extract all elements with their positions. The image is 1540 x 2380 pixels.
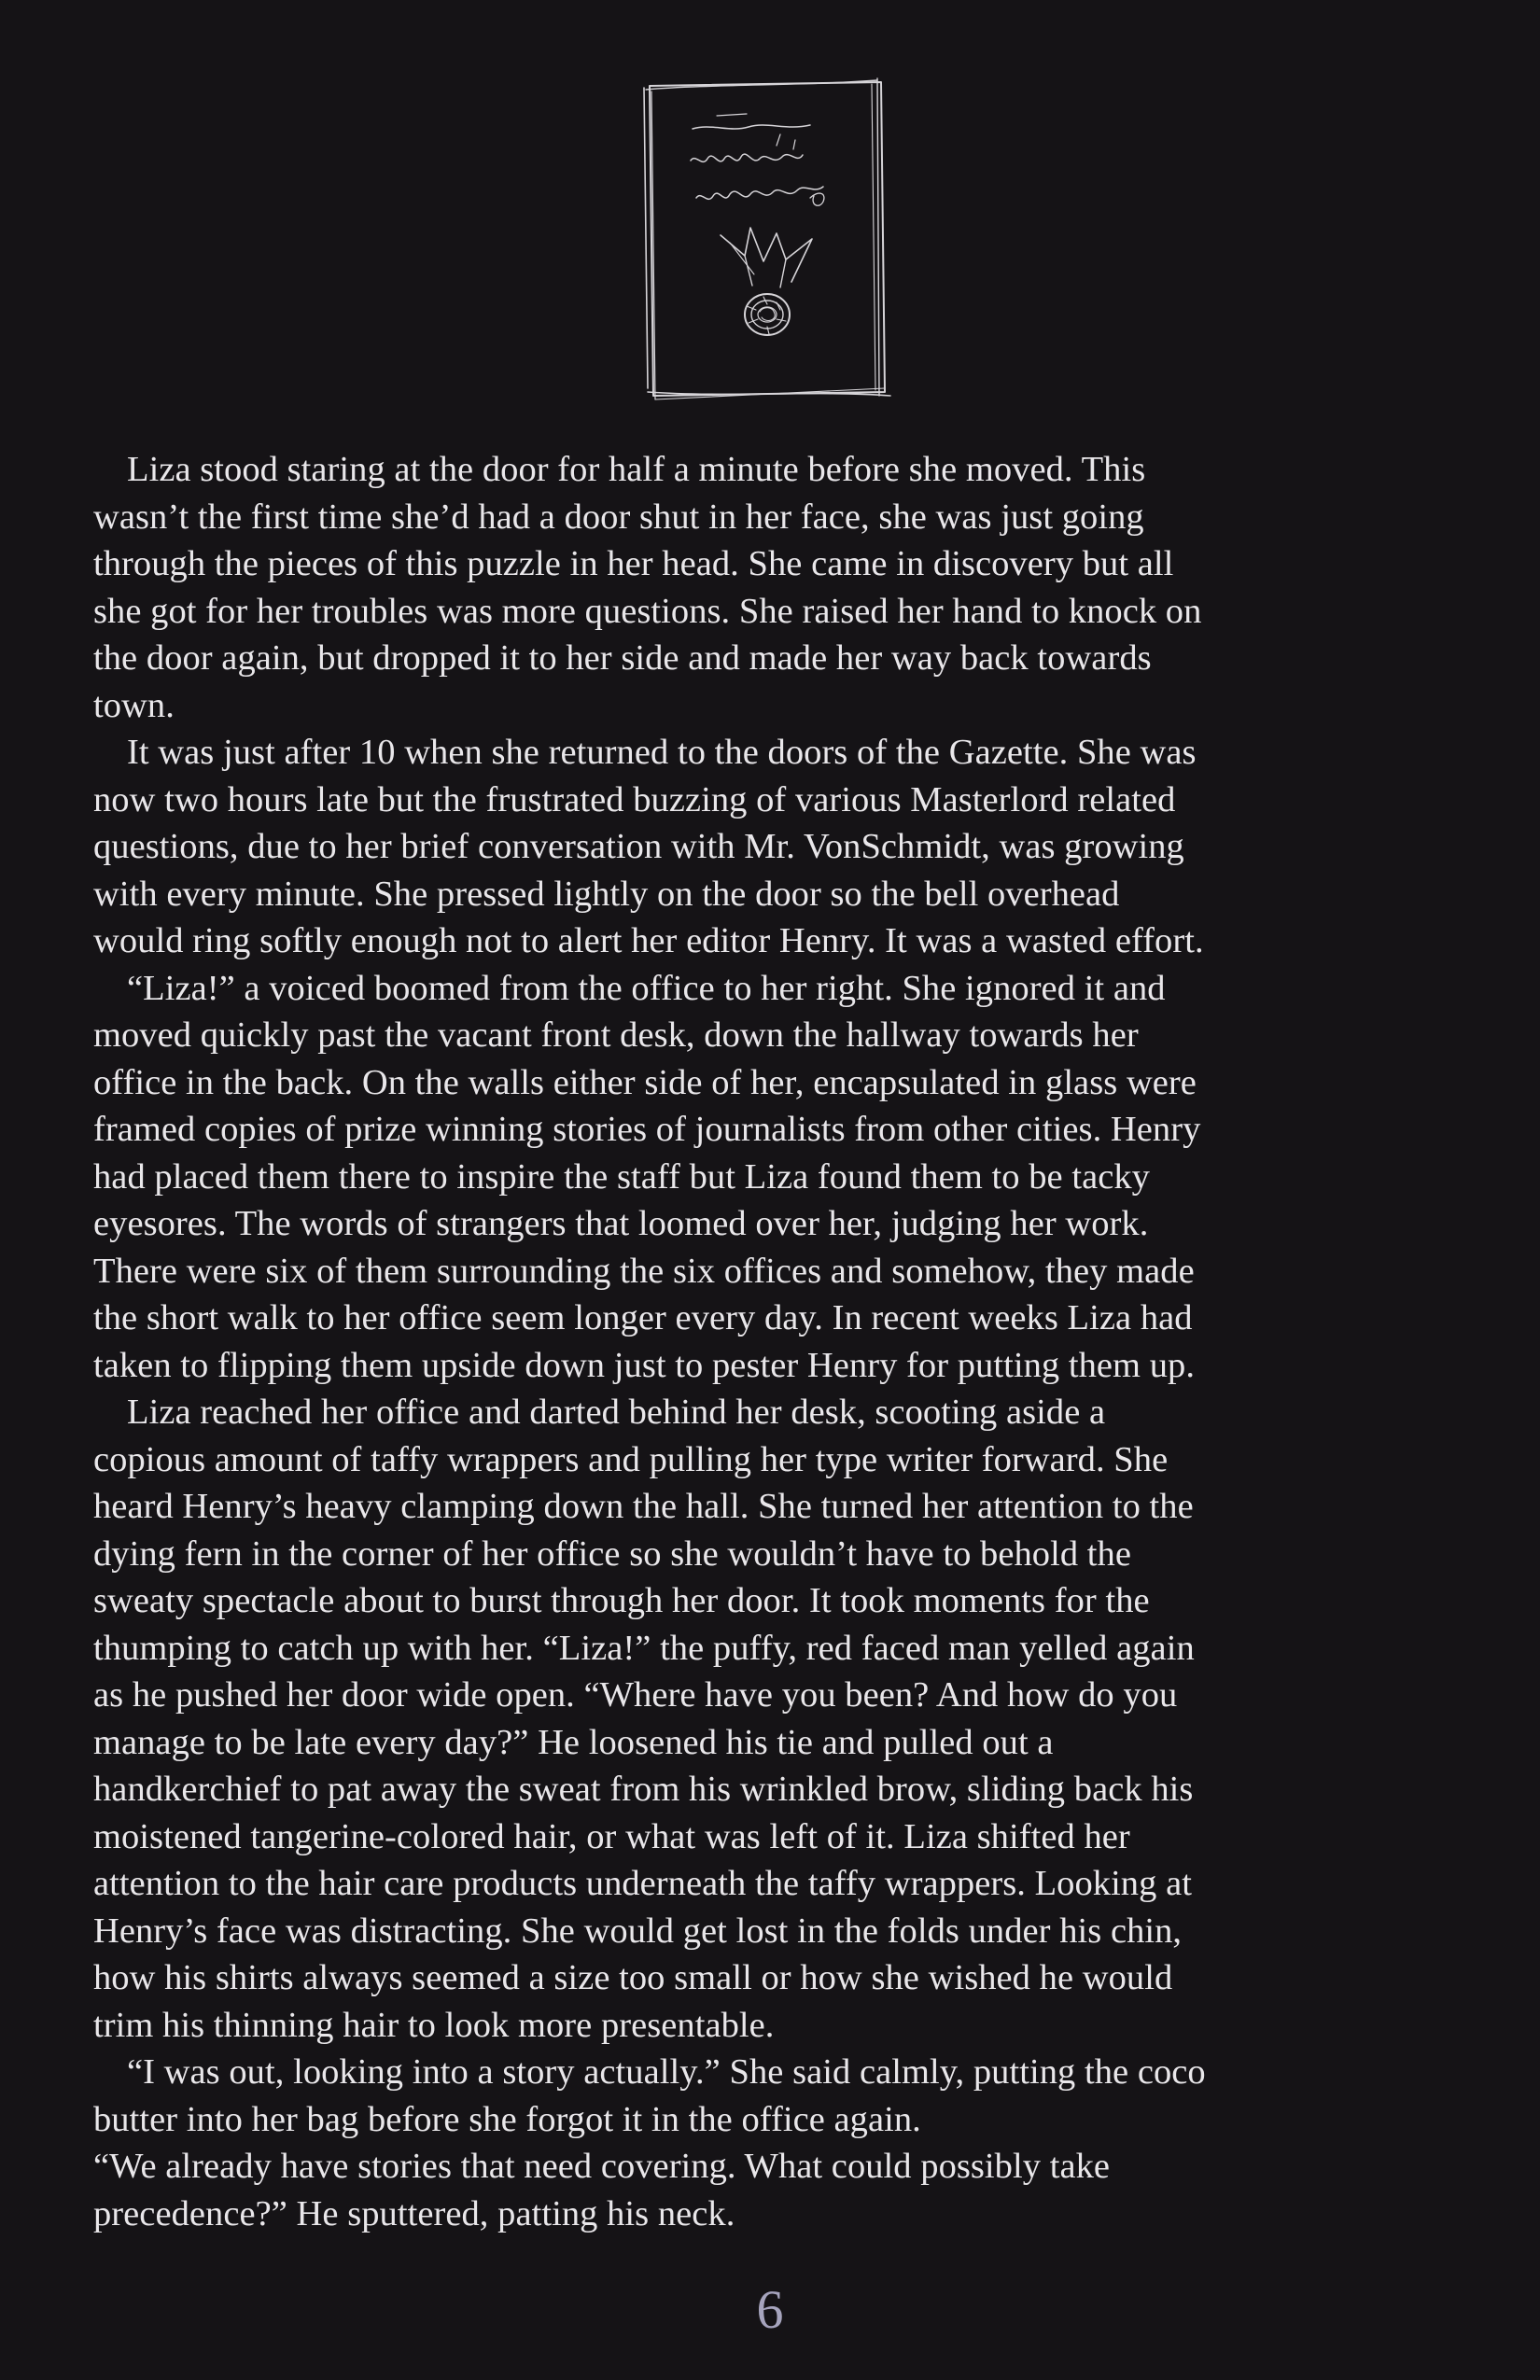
text-line: moved quickly past the vacant front desk, down the hallway towards her — [93, 1015, 1139, 1055]
text-line: heard Henry’s heavy clamping down the hall. She turned her attention to the — [93, 1487, 1194, 1526]
paragraph — [93, 2143, 1447, 2237]
paragraph — [93, 2049, 1447, 2143]
text-line: sweaty spectacle about to burst through her door. It took moments for the — [93, 1581, 1150, 1620]
text-line: had placed them there to inspire the staff but Liza found them to be tacky — [93, 1156, 1150, 1197]
text-line: “Liza!” a voiced boomed from the office to her right. She ignored it and — [127, 968, 1166, 1008]
text-line: would ring softly enough not to alert her editor Henry. It was a wasted effort. — [93, 921, 1204, 960]
text-line: Liza stood staring at the door for half a minute before she moved. This — [127, 450, 1146, 489]
text-line: Liza reached her office and darted behind her desk, scooting aside a — [127, 1393, 1106, 1432]
text-line: handkerchief to pat away the sweat from his wrinkled brow, sliding back his — [93, 1770, 1194, 1809]
text-line: thumping to catch up with her. “Liza!” the puffy, red faced man yelled again — [93, 1628, 1195, 1668]
text-line: It was just after 10 when she returned to the doors of the Gazette. She was — [127, 733, 1197, 772]
text-line: with every minute. She pressed lightly on the door so the bell overhead — [93, 874, 1120, 914]
text-line: butter into her bag before she forgot it in the office again. — [93, 2099, 921, 2139]
paragraph — [93, 1389, 1447, 2049]
text-line: precedence?” He sputtered, patting his neck. — [93, 2193, 735, 2233]
page-number: 6 — [756, 2279, 784, 2340]
text-line: There were six of them surrounding the six offices and somehow, they made — [93, 1251, 1195, 1291]
text-line: copious amount of taffy wrappers and pulling her type writer forward. She — [93, 1439, 1169, 1479]
text-line: trim his thinning hair to look more presentable. — [93, 2005, 775, 2045]
text-line: taken to flipping them upside down just to pester Henry for putting them up. — [93, 1345, 1196, 1385]
text-line: dying fern in the corner of her office so she wouldn’t have to behold the — [93, 1533, 1131, 1574]
text-line: “We already have stories that need covering. What could possibly take — [93, 2147, 1111, 2186]
text-line: Henry’s face was distracting. She would get lost in the folds under his chin, — [93, 1911, 1183, 1951]
paragraph — [93, 729, 1447, 965]
text-line: the door again, but dropped it to her side and made her way back towards — [93, 638, 1152, 678]
text-line: office in the back. On the walls either side of her, encapsulated in glass were — [93, 1062, 1197, 1102]
text-line: how his shirts always seemed a size too small or how she wished he would — [93, 1958, 1173, 1997]
text-line: she got for her troubles was more questions. She raised her hand to knock on — [93, 591, 1202, 631]
text-line: questions, due to her brief conversation with Mr. VonSchmidt, was growing — [93, 827, 1184, 866]
sketch-icon — [627, 75, 907, 401]
text-line: eyesores. The words of strangers that loomed over her, judging her work. — [93, 1204, 1149, 1243]
text-line: now two hours late but the frustrated buzzing of various Masterlord related — [93, 779, 1176, 819]
text-line: as he pushed her door wide open. “Where have you been? And how do you — [93, 1675, 1178, 1715]
paragraph — [93, 446, 1447, 729]
text-line: wasn’t the first time she’d had a door shut in her face, she was just going — [93, 497, 1144, 537]
text-line: through the pieces of this puzzle in her head. She came in discovery but all — [93, 544, 1174, 583]
text-line: town. — [93, 685, 175, 725]
text-line: moistened tangerine-colored hair, or what was left of it. Liza shifted her — [93, 1816, 1130, 1856]
paragraph — [93, 965, 1447, 1390]
text-line: “I was out, looking into a story actually.” She said calmly, putting the coco — [127, 2052, 1206, 2092]
text-line: the short walk to her office seem longer every day. In recent weeks Liza had — [93, 1298, 1193, 1337]
text-line: framed copies of prize winning stories of journalists from other cities. Henry — [93, 1110, 1201, 1149]
text-line: manage to be late every day?” He loosened his tie and pulled out a — [93, 1722, 1054, 1762]
text-line: attention to the hair care products underneath the taffy wrappers. Looking at — [93, 1864, 1192, 1903]
story-text — [93, 446, 1447, 2237]
